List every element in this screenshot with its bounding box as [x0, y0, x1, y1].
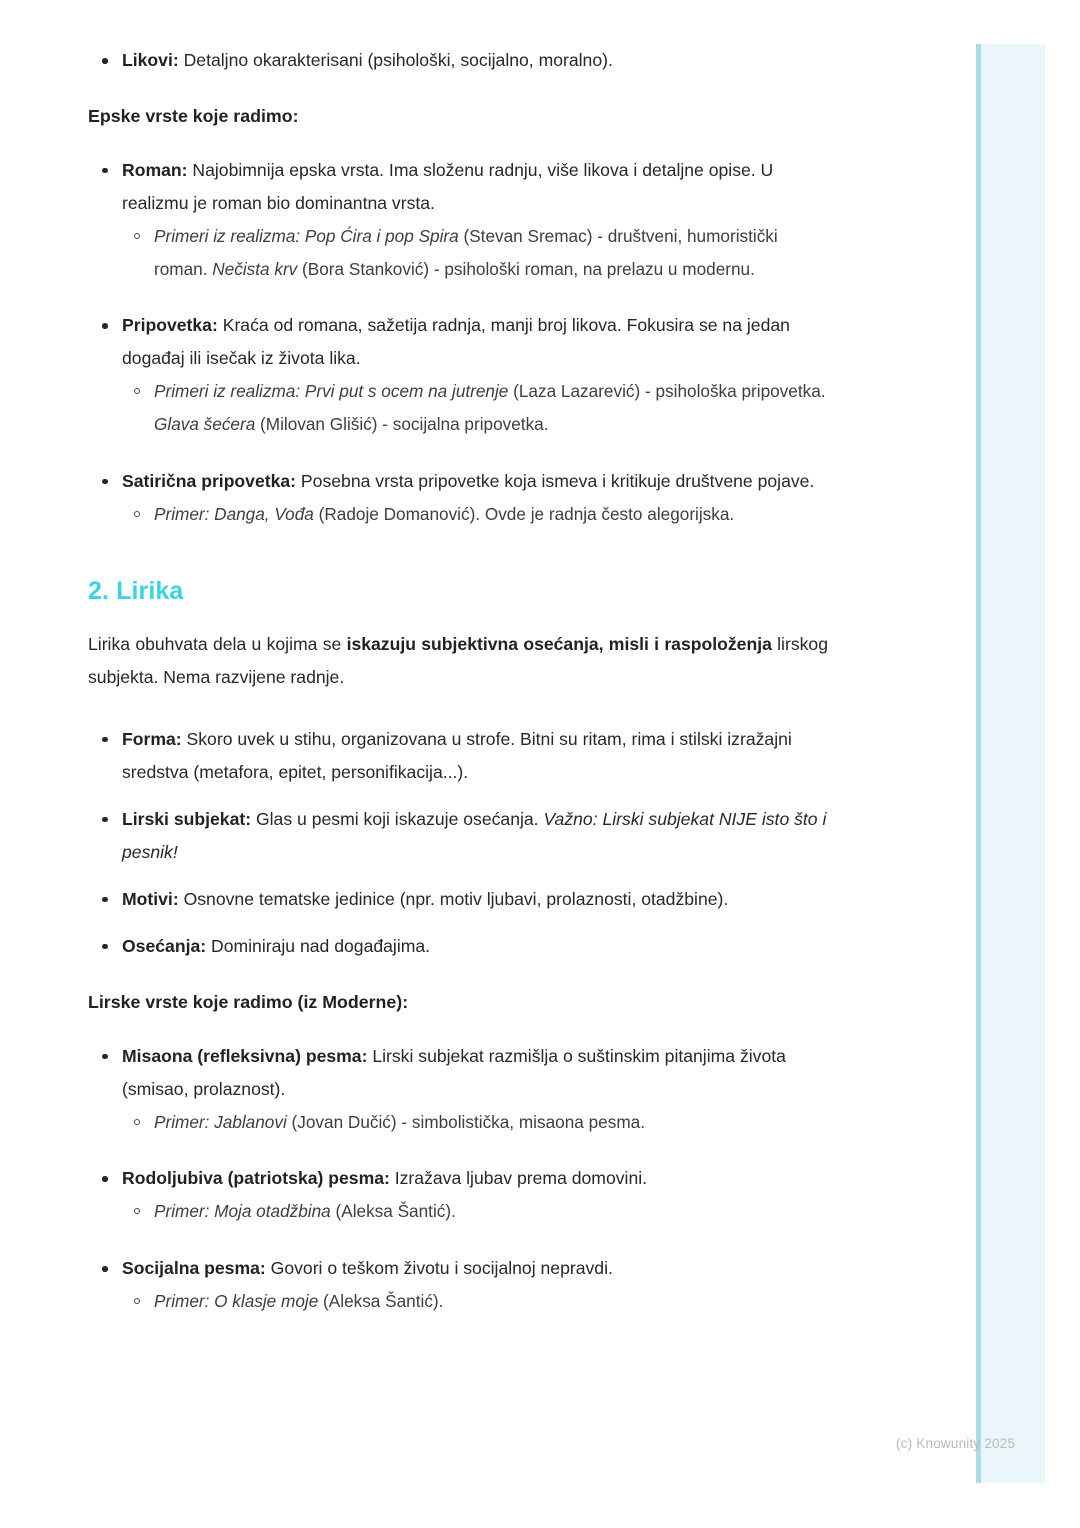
- pripovetka-examples-list: [122, 375, 828, 440]
- epske-vrste-list: [88, 154, 828, 531]
- term-lirski-subjekat-note: Važno: Lirski subjekat NIJE isto što i pesnik!: [122, 808, 827, 862]
- example-italic-lead: Primer: O klasje moje: [154, 1291, 319, 1312]
- list-gap: [88, 455, 828, 465]
- list-item: [122, 1195, 828, 1228]
- example-rest: (Aleksa Šantić).: [330, 1201, 456, 1222]
- term-pripovetka-text: Kraća od romana, sažetija radnja, manji broj likova. Fokusira se na jedan događaj ili isečak iz života lika.: [122, 315, 790, 369]
- term-osecanja-text: Dominiraju nad događajima.: [206, 935, 431, 956]
- example-italic-mid: Glava šećera: [154, 414, 256, 435]
- satiricna-examples-list: [122, 498, 828, 531]
- example-italic-mid: Nečista krv: [212, 258, 298, 279]
- misaona-examples-list: [122, 1106, 828, 1139]
- lirika-intro-part1: Lirika obuhvata dela u kojima se: [88, 634, 347, 655]
- lirika-features-list: [88, 723, 828, 963]
- socijalna-examples-list: [122, 1285, 828, 1318]
- term-motivi-text: Osnovne tematske jedinice (npr. motiv ljubavi, prolaznosti, otadžbine).: [178, 888, 729, 909]
- list-item: [122, 375, 828, 440]
- term-roman: Roman:: [122, 159, 188, 180]
- list-item-roman: [88, 154, 828, 285]
- term-misaona-text: Lirski subjekat razmišlja o suštinskim pitanjima života (smisao, prolaznost).: [122, 1045, 786, 1099]
- term-rodoljubiva-pesma: Rodoljubiva (patriotska) pesma:: [122, 1168, 390, 1189]
- term-motivi: Motivi:: [122, 888, 179, 909]
- page-title-lirika: 2. Lirika: [88, 577, 184, 606]
- example-rest: (Stevan Sremac) - društveni, humoristički roman.: [154, 225, 778, 279]
- example-tail: (Bora Stanković) - psihološki roman, na prelazu u modernu.: [297, 258, 755, 279]
- list-item-rodoljubiva-pesma: [88, 1162, 828, 1228]
- example-italic-lead: Primer: Danga, Vođa: [154, 503, 314, 524]
- list-item: [122, 1285, 828, 1318]
- term-lirski-subjekat: Lirski subjekat:: [122, 808, 252, 829]
- example-rest: (Laza Lazarević) - psihološka pripovetka.: [508, 381, 826, 402]
- document-content: [88, 44, 828, 1318]
- list-item-osecanja: [88, 930, 828, 963]
- rodoljubiva-examples-list: [122, 1195, 828, 1228]
- term-likovi-text: Detaljno okarakterisani (psihološki, socijalno, moralno).: [178, 50, 613, 70]
- lirika-intro-bold: iskazuju subjektivna osećanja, misli i raspoloženja: [346, 634, 772, 655]
- term-likovi: Likovi:: [122, 50, 179, 70]
- term-socijalna-pesma: Socijalna pesma:: [122, 1258, 266, 1279]
- example-italic-lead: Primeri iz realizma: Prvi put s ocem na jutrenje: [154, 381, 509, 402]
- list-item-forma: [88, 723, 828, 789]
- list-item-pripovetka: [88, 309, 828, 440]
- roman-examples-list: [122, 220, 828, 285]
- paragraph-gap: [88, 703, 828, 723]
- list-gap: [88, 1242, 828, 1252]
- term-lirski-subjekat-text: Glas u pesmi koji iskazuje osećanja.: [251, 808, 544, 829]
- term-rodoljubiva-text: Izražava ljubav prema domovini.: [389, 1168, 648, 1189]
- list-item-socijalna-pesma: [88, 1252, 828, 1318]
- list-gap: [88, 1152, 828, 1162]
- term-pripovetka: Pripovetka:: [122, 315, 218, 336]
- lirske-vrste-heading: Lirske vrste koje radimo (iz Moderne):: [88, 991, 409, 1012]
- term-satiricna-pripovetka: Satirična pripovetka:: [122, 470, 297, 491]
- example-italic-lead: Primer: Jablanovi: [154, 1111, 287, 1132]
- lirika-intro-paragraph: [88, 628, 828, 694]
- list-item: [88, 44, 828, 77]
- lirika-intro-part2: lirskog subjekta. Nema razvijene radnje.: [88, 634, 828, 688]
- example-tail: (Milovan Glišić) - socijalna pripovetka.: [255, 414, 549, 435]
- term-socijalna-text: Govori o teškom životu i socijalnoj nepravdi.: [265, 1258, 613, 1279]
- list-item-misaona-pesma: [88, 1040, 828, 1139]
- epske-vrste-heading: Epske vrste koje radimo:: [88, 106, 299, 127]
- epika-likovi-list: [88, 44, 828, 77]
- list-item: [122, 220, 828, 285]
- list-item: [122, 498, 828, 531]
- term-roman-text: Najobimnija epska vrsta. Ima složenu radnju, više likova i detaljne opise. U realizmu je roman bio dominantna vrsta.: [122, 159, 774, 213]
- lirske-vrste-list: [88, 1040, 828, 1318]
- example-italic-lead: Primer: Moja otadžbina: [154, 1201, 331, 1222]
- list-gap: [88, 299, 828, 309]
- term-forma: Forma:: [122, 728, 182, 749]
- term-forma-text: Skoro uvek u stihu, organizovana u strofe. Bitni su ritam, rima i stilski izražajni sredstva (metafora, epitet, personifikacija...).: [122, 728, 792, 782]
- list-item-motivi: [88, 883, 828, 916]
- term-misaona-pesma: Misaona (refleksivna) pesma:: [122, 1045, 368, 1066]
- list-item-satiricna-pripovetka: [88, 465, 828, 531]
- list-item-lirski-subjekat: [88, 803, 828, 869]
- list-item: [122, 1106, 828, 1139]
- term-osecanja: Osećanja:: [122, 935, 207, 956]
- term-satiricna-text: Posebna vrsta pripovetke koja ismeva i kritikuje društvene pojave.: [296, 470, 815, 491]
- example-italic-lead: Primeri iz realizma: Pop Ćira i pop Spira: [154, 225, 459, 246]
- example-rest: (Jovan Dučić) - simbolistička, misaona pesma.: [286, 1111, 645, 1132]
- example-rest: (Radoje Domanović). Ovde je radnja često alegorijska.: [313, 503, 735, 524]
- watermark-copyright: (c) Knowunity 2025: [896, 1436, 1016, 1451]
- example-rest: (Aleksa Šantić).: [318, 1291, 444, 1312]
